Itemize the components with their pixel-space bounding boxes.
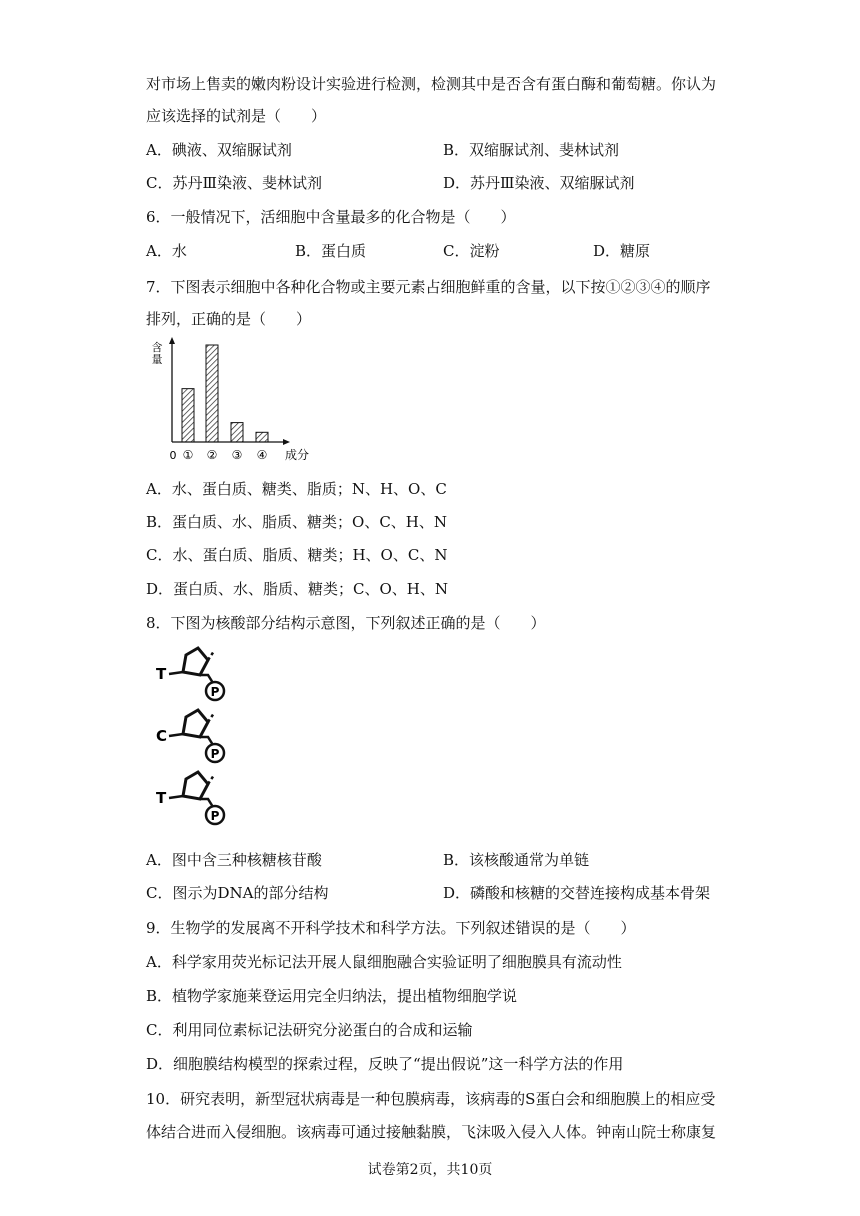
- bar-3: [231, 423, 243, 442]
- q7-option-b[interactable]: B．蛋白质、水、脂质、糖类；O、C、H、N: [146, 513, 448, 531]
- q5-option-a[interactable]: A．碘液、双缩脲试剂: [146, 141, 292, 159]
- q9-option-c[interactable]: C．利用同位素标记法研究分泌蛋白的合成和运输: [146, 1021, 473, 1039]
- q10-stem-line-1: 10．研究表明，新型冠状病毒是一种包膜病毒，该病毒的S蛋白会和细胞膜上的相应受: [146, 1090, 716, 1108]
- x-tick-label: ①: [182, 448, 194, 462]
- y-axis-label-char: 量: [151, 353, 163, 366]
- q6-option-c[interactable]: C．淀粉: [443, 242, 500, 260]
- q6-option-a[interactable]: A．水: [146, 242, 187, 260]
- phosphate-label: P: [210, 747, 220, 761]
- base-bond: [169, 796, 183, 798]
- base-label: C: [156, 727, 168, 745]
- phosphate-label: P: [210, 809, 220, 823]
- q7-option-d[interactable]: D．蛋白质、水、脂质、糖类；C、O、H、N: [146, 580, 449, 598]
- q7-option-c[interactable]: C．水、蛋白质、脂质、糖类；H、O、C、N: [146, 546, 448, 564]
- y-axis-arrow-icon: [169, 337, 175, 344]
- q5-option-c[interactable]: C．苏丹Ⅲ染液、斐林试剂: [146, 174, 322, 192]
- nucleotide-unit: [156, 772, 224, 824]
- q9-option-d[interactable]: D．细胞膜结构模型的探索过程，反映了“提出假说”这一科学方法的作用: [146, 1055, 624, 1073]
- pentose-sugar-icon: [183, 772, 208, 799]
- q9-option-b[interactable]: B．植物学家施莱登运用完全归纳法，提出植物细胞学说: [146, 987, 518, 1005]
- x-axis-label: 成分: [285, 448, 310, 462]
- q9-stem: 9．生物学的发展离不开科学技术和科学方法。下列叙述错误的是（ ）: [146, 919, 636, 937]
- base-bond: [169, 672, 183, 674]
- nucleotide-unit: [156, 648, 224, 700]
- bar-2: [206, 345, 218, 442]
- q10-stem-line-2: 体结合进而入侵细胞。该病毒可通过接触黏膜，飞沫吸入侵入人体。钟南山院士称康复: [146, 1123, 717, 1141]
- x-tick-label: ③: [231, 448, 243, 462]
- q8-option-d[interactable]: D．磷酸和核糖的交替连接构成基本骨架: [443, 884, 711, 902]
- bond-line: [208, 651, 214, 660]
- origin-label: 0: [169, 449, 177, 462]
- q8-option-b[interactable]: B．该核酸通常为单链: [443, 851, 590, 869]
- base-label: T: [156, 665, 167, 683]
- pentose-sugar-icon: [183, 710, 208, 737]
- q6-option-d[interactable]: D．糖原: [593, 242, 651, 260]
- page-footer: 试卷第2页，共10页: [367, 1162, 493, 1178]
- q5-option-d[interactable]: D．苏丹Ⅲ染液、双缩脲试剂: [443, 174, 635, 192]
- x-tick-label: ④: [256, 448, 268, 462]
- q5-stem-line-1: 对市场上售卖的嫩肉粉设计实验进行检测，检测其中是否含有蛋白酶和葡萄糖。你认为: [146, 75, 717, 93]
- pentose-sugar-icon: [183, 648, 208, 675]
- bond-line: [208, 713, 214, 722]
- q9-option-a[interactable]: A．科学家用荧光标记法开展人鼠细胞融合实验证明了细胞膜具有流动性: [146, 953, 622, 971]
- q6-stem: 6．一般情况下，活细胞中含量最多的化合物是（ ）: [146, 208, 516, 226]
- nucleotide-unit: [156, 710, 224, 762]
- y-axis-label: [152, 340, 163, 366]
- phosphate-label: P: [210, 685, 220, 699]
- q8-stem: 8．下图为核酸部分结构示意图，下列叙述正确的是（ ）: [146, 614, 546, 632]
- q7-stem-line-2: 排列，正确的是（ ）: [146, 310, 312, 328]
- base-label: T: [156, 789, 167, 807]
- q6-option-b[interactable]: B．蛋白质: [295, 242, 367, 260]
- q5-stem-line-2: 应该选择的试剂是（ ）: [146, 107, 327, 125]
- x-tick-label: ②: [206, 448, 218, 462]
- x-axis-arrow-icon: [283, 439, 290, 445]
- y-axis-label-char: 含: [151, 341, 163, 354]
- bar-4: [256, 432, 268, 442]
- bar-1: [182, 389, 194, 442]
- nucleic-acid-diagram: [142, 646, 252, 836]
- q7-bar-chart: [140, 334, 310, 464]
- q5-option-b[interactable]: B．双缩脲试剂、斐林试剂: [443, 141, 620, 159]
- q8-option-c[interactable]: C．图示为DNA的部分结构: [146, 884, 329, 902]
- q7-option-a[interactable]: A．水、蛋白质、糖类、脂质；N、H、O、C: [146, 480, 447, 498]
- bond-line: [208, 775, 214, 784]
- q7-stem-line-1: 7．下图表示细胞中各种化合物或主要元素占细胞鲜重的含量，以下按①②③④的顺序: [146, 278, 711, 296]
- q8-option-a[interactable]: A．图中含三种核糖核苷酸: [146, 851, 322, 869]
- base-bond: [169, 734, 183, 736]
